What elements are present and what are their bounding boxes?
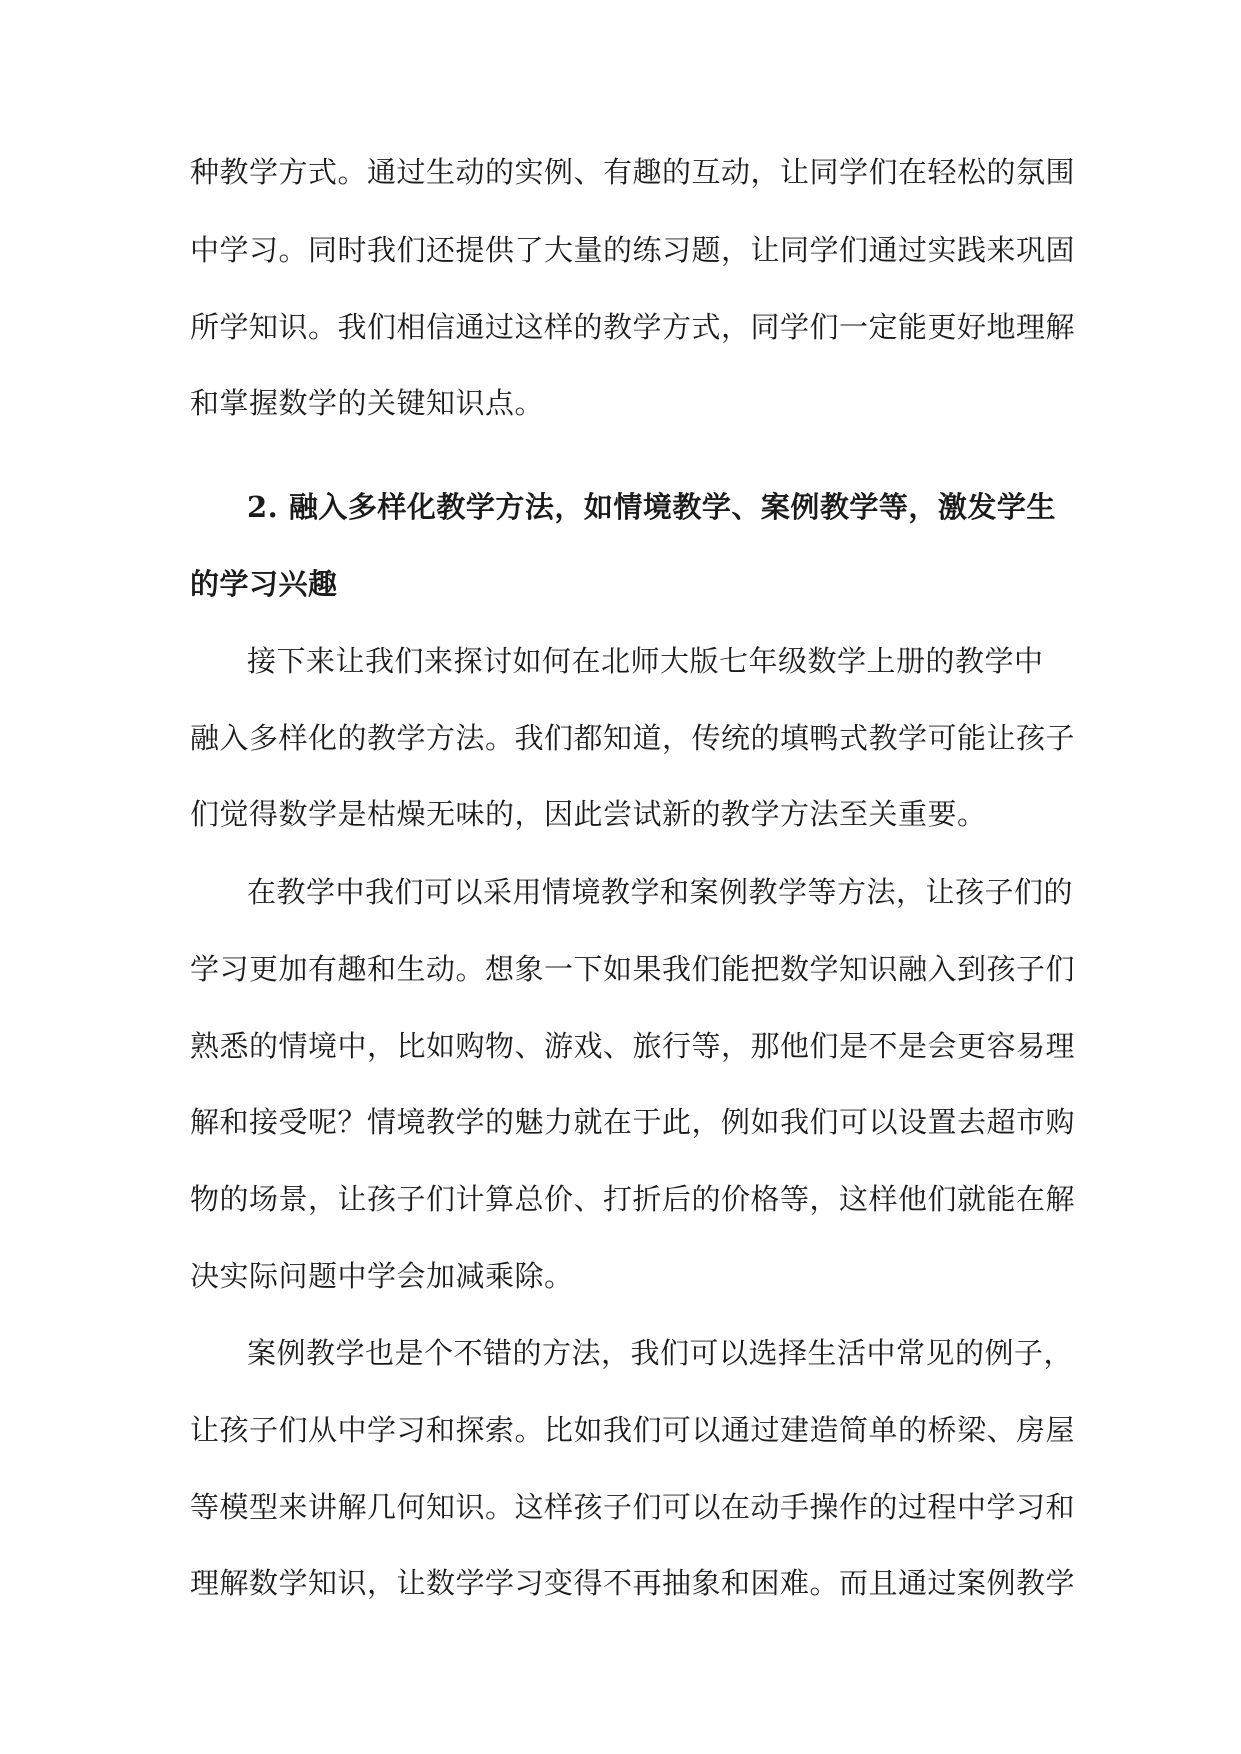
paragraph-line: 学习更加有趣和生动。想象一下如果我们能把数学知识融入到孩子们 <box>190 952 1076 986</box>
paragraph-line: 决实际问题中学会加减乘除。 <box>190 1259 574 1293</box>
paragraph-line: 理解数学知识，让数学学习变得不再抽象和困难。而且通过案例教学 <box>190 1566 1076 1600</box>
paragraph-line: 融入多样化的教学方法。我们都知道，传统的填鸭式教学可能让孩子 <box>190 721 1076 755</box>
paragraph-line: 所学知识。我们相信通过这样的教学方式，同学们一定能更好地理解 <box>190 310 1076 344</box>
paragraph-line: 解和接受呢？情境教学的魅力就在于此，例如我们可以设置去超市购 <box>190 1105 1076 1139</box>
paragraph-line: 接下来让我们来探讨如何在北师大版七年级数学上册的教学中 <box>247 644 1044 678</box>
section-heading-continued: 的学习兴趣 <box>190 567 338 601</box>
paragraph-line: 和掌握数学的关键知识点。 <box>190 386 545 420</box>
paragraph-line: 等模型来讲解几何知识。这样孩子们可以在动手操作的过程中学习和 <box>190 1490 1076 1524</box>
paragraph-line: 种教学方式。通过生动的实例、有趣的互动，让同学们在轻松的氛围 <box>190 155 1076 189</box>
paragraph-line: 在教学中我们可以采用情境教学和案例教学等方法，让孩子们的 <box>247 875 1074 909</box>
paragraph-line: 熟悉的情境中，比如购物、游戏、旅行等，那他们是不是会更容易理 <box>190 1029 1076 1063</box>
section-heading: 2. 融入多样化教学方法，如情境教学、案例教学等，激发学生 <box>247 490 1056 524</box>
paragraph-line: 物的场景，让孩子们计算总价、打折后的价格等，这样他们就能在解 <box>190 1182 1076 1216</box>
paragraph-line: 让孩子们从中学习和探索。比如我们可以通过建造简单的桥梁、房屋 <box>190 1413 1076 1447</box>
paragraph-line: 们觉得数学是枯燥无味的，因此尝试新的教学方法至关重要。 <box>190 797 987 831</box>
paragraph-line: 中学习。同时我们还提供了大量的练习题，让同学们通过实践来巩固 <box>190 233 1076 267</box>
paragraph-line: 案例教学也是个不错的方法，我们可以选择生活中常见的例子， <box>247 1336 1074 1370</box>
